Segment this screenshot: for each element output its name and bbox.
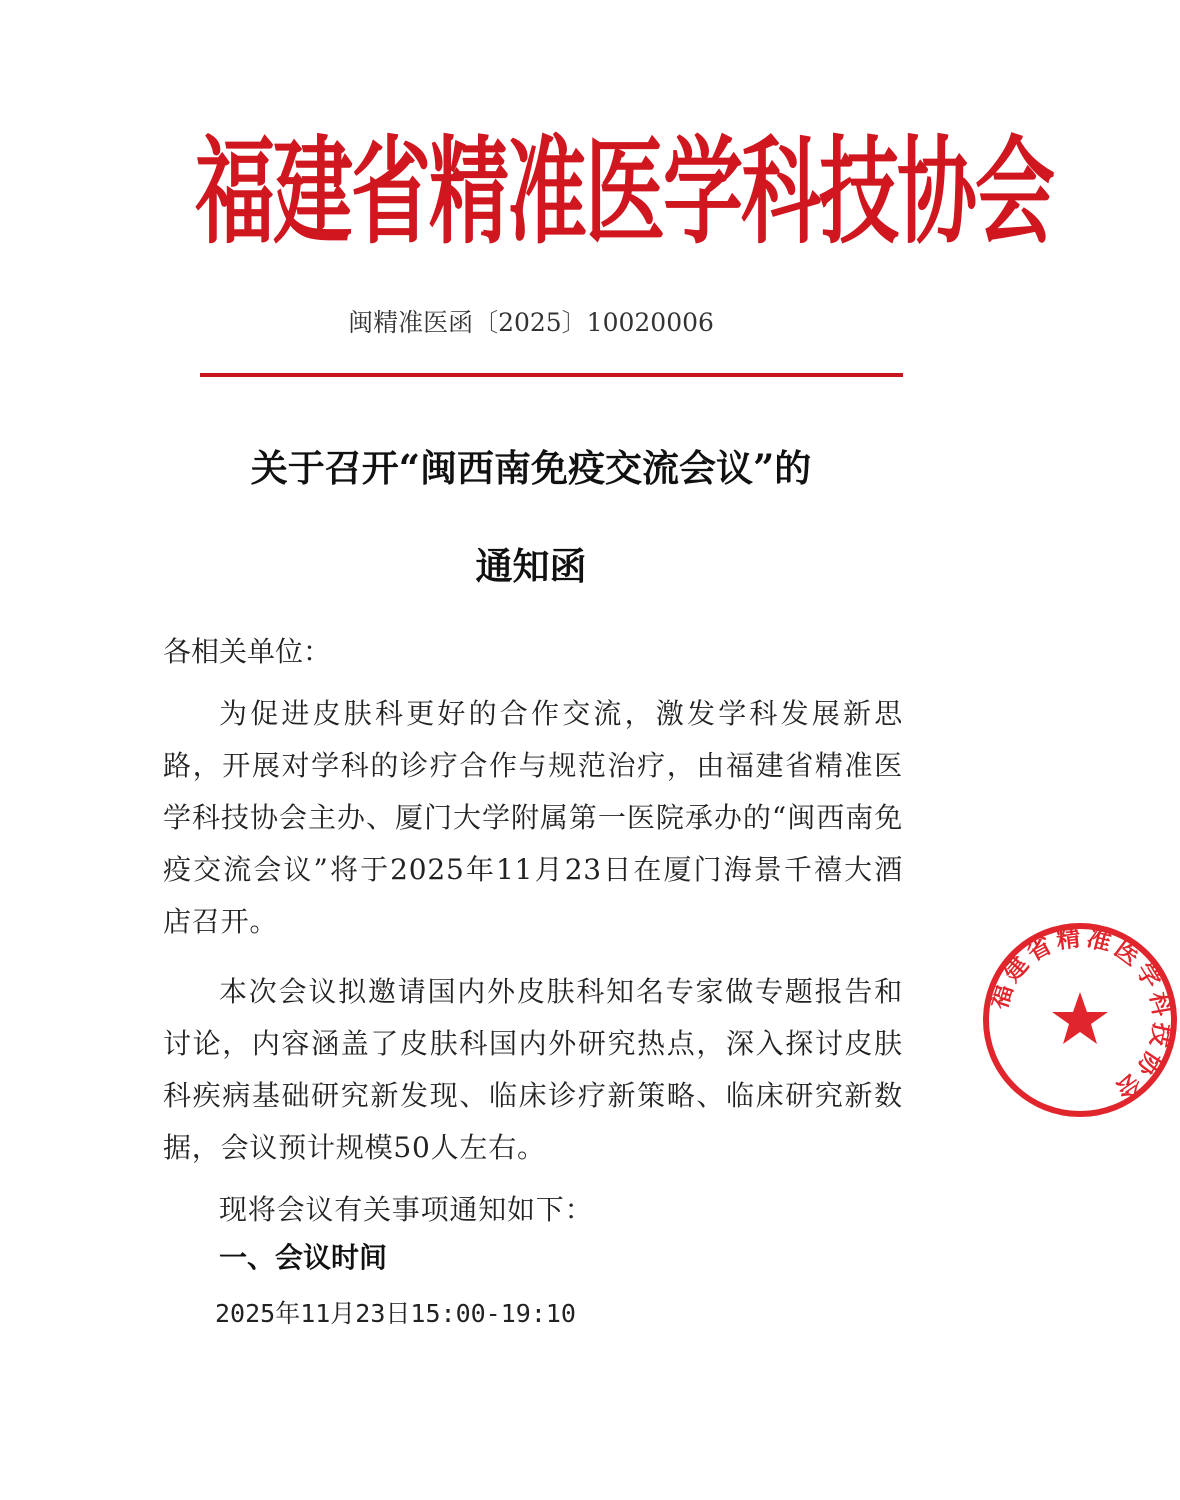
meeting-time-value: 2025年11月23日15:00-19:10 <box>215 1299 576 1328</box>
section-heading-meeting-time: 一、会议时间 <box>219 1241 388 1274</box>
org-name-header: 福建省精准医学科技协会 <box>195 124 1053 260</box>
salutation: 各相关单位： <box>163 635 332 668</box>
document-title-line-2: 通知函 <box>475 544 587 588</box>
seal-star-icon <box>1052 992 1108 1044</box>
official-seal <box>980 920 1180 1120</box>
paragraph-1: 为促进皮肤科更好的合作交流，激发学科发展新思路，开展对学科的诊疗合作与规范治疗，由福建省精准医学科技协会主办、厦门大学附属第一医院承办的“闽西南免疫交流会议”将于2025年11月23日在厦门海景千禧大酒店召开。 <box>163 697 903 938</box>
seal-text: 福建省精准医学科技协会 <box>984 923 1177 1107</box>
document-number: 闽精准医函〔2025〕10020006 <box>348 308 714 337</box>
paragraph-3: 现将会议有关事项通知如下： <box>219 1193 594 1226</box>
document-title-line-1: 关于召开“闽西南免疫交流会议”的 <box>250 446 812 490</box>
red-divider <box>200 373 903 377</box>
paragraph-2: 本次会议拟邀请国内外皮肤科知名专家做专题报告和讨论，内容涵盖了皮肤科国内外研究热点，深入探讨皮肤科疾病基础研究新发现、临床诊疗新策略、临床研究新数据，会议预计规模50人左右。 <box>163 975 903 1164</box>
